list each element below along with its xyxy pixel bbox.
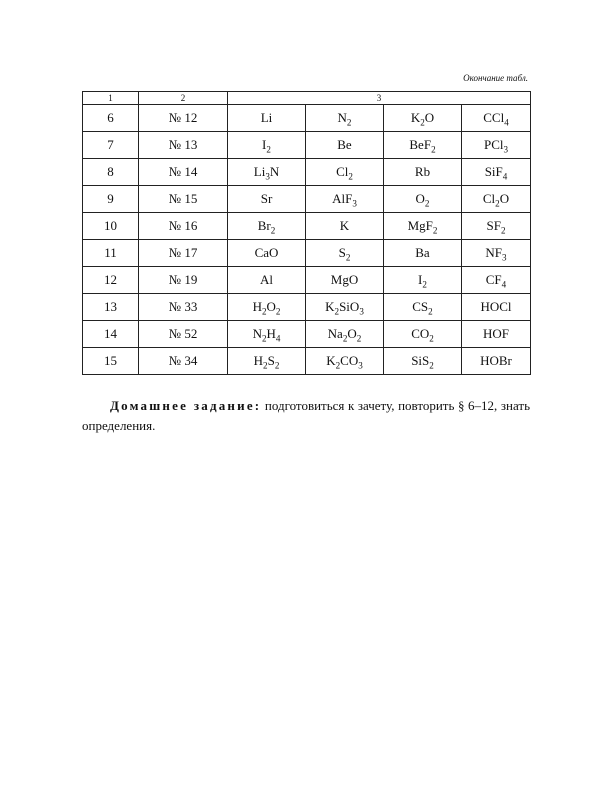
formula-subscript: 2: [346, 117, 352, 128]
row-number-cell: 8: [83, 159, 139, 186]
formula-symbol: H: [253, 353, 264, 368]
formula-cell: [462, 240, 531, 267]
formula-cell: [384, 132, 462, 159]
formula-symbol: HOF: [482, 326, 509, 341]
formula-symbol: Rb: [414, 164, 431, 179]
table-row: [83, 186, 531, 213]
row-number-cell: 6: [83, 105, 139, 132]
header-cell-3: 3: [228, 92, 531, 105]
formula-subscript: 3: [265, 171, 270, 182]
formula-symbol: SiF: [484, 164, 503, 179]
table-row: [83, 240, 531, 267]
task-number-cell: № 16: [139, 213, 228, 240]
table-row: [83, 294, 531, 321]
formula-cell: [306, 267, 384, 294]
formula-cell: [462, 105, 531, 132]
table-row: [83, 159, 531, 186]
task-number-cell: № 15: [139, 186, 228, 213]
formula-symbol: CS: [412, 299, 429, 314]
formula-symbol: K: [326, 353, 336, 368]
row-number-cell: 13: [83, 294, 139, 321]
formula-symbol: O: [424, 110, 435, 125]
formula-subscript: 4: [501, 279, 507, 290]
formula-cell: [228, 321, 306, 348]
formula-cell: [384, 321, 462, 348]
table-row: [83, 348, 531, 375]
formula-cell: [306, 105, 384, 132]
table-row: [83, 321, 531, 348]
row-number-cell: 14: [83, 321, 139, 348]
formula-symbol: Cl: [482, 191, 496, 206]
header-cell-1: 1: [83, 92, 139, 105]
homework-text: подготовиться к зачету, повторить § 6–12, знать определения.: [82, 398, 531, 433]
formula-symbol: Li: [260, 110, 273, 125]
table-continuation-caption: Окончание табл.: [463, 73, 528, 83]
formula-subscript: 2: [266, 144, 271, 155]
formula-subscript: 2: [356, 333, 362, 344]
formula-subscript: 2: [263, 360, 268, 371]
task-number-cell: № 17: [139, 240, 228, 267]
formula-symbol: K: [339, 218, 350, 233]
formula-cell: [462, 321, 531, 348]
formula-cell: [306, 186, 384, 213]
table-row: [83, 105, 531, 132]
formula-subscript: 4: [504, 117, 509, 128]
formula-symbol: Cl: [336, 164, 349, 179]
formula-subscript: 3: [352, 198, 357, 209]
formula-symbol: Al: [260, 272, 273, 287]
formula-cell: [306, 159, 384, 186]
formula-symbol: O: [266, 299, 276, 314]
formula-symbol: Sr: [260, 191, 273, 206]
formula-cell: [384, 159, 462, 186]
formula-subscript: 2: [424, 198, 430, 209]
formula-cell: [384, 348, 462, 375]
formula-cell: [306, 348, 384, 375]
row-number-cell: 7: [83, 132, 139, 159]
formula-symbol: SF: [486, 218, 501, 233]
formula-subscript: 2: [495, 198, 500, 209]
formula-subscript: 4: [275, 333, 281, 344]
formula-symbol: I: [262, 137, 267, 152]
formula-symbol: I: [418, 272, 423, 287]
formula-subscript: 2: [274, 360, 280, 371]
row-number-cell: 10: [83, 213, 139, 240]
formula-subscript: 2: [342, 333, 348, 344]
formula-cell: [462, 132, 531, 159]
formula-subscript: 3: [502, 252, 507, 263]
formula-symbol: O: [347, 326, 357, 341]
formula-symbol: S: [267, 353, 275, 368]
formula-symbol: Be: [337, 137, 352, 152]
task-number-cell: № 33: [139, 294, 228, 321]
formula-symbol: SiO: [339, 299, 360, 314]
row-number-cell: 12: [83, 267, 139, 294]
task-number-cell: № 14: [139, 159, 228, 186]
formula-subscript: 2: [420, 117, 425, 128]
formula-symbol: MgF: [407, 218, 433, 233]
formula-subscript: 3: [359, 306, 364, 317]
formula-symbol: AlF: [332, 191, 353, 206]
formula-cell: [462, 348, 531, 375]
formula-symbol: PCl: [483, 137, 504, 152]
formula-subscript: 2: [429, 333, 434, 344]
formula-subscript: 2: [432, 225, 438, 236]
formula-symbol: S: [338, 245, 346, 260]
formula-symbol: O: [415, 191, 425, 206]
formula-cell: [228, 213, 306, 240]
formula-cell: [384, 186, 462, 213]
formula-cell: [228, 186, 306, 213]
formula-cell: [462, 159, 531, 186]
formula-cell: [384, 240, 462, 267]
formula-cell: [462, 186, 531, 213]
formula-subscript: 2: [261, 306, 267, 317]
formula-subscript: 2: [335, 360, 341, 371]
formula-symbol: BeF: [409, 137, 432, 152]
formula-subscript: 2: [261, 333, 267, 344]
formula-symbol: NF: [485, 245, 503, 260]
formula-symbol: HOBr: [480, 353, 512, 368]
task-number-cell: № 19: [139, 267, 228, 294]
formula-symbol: CaO: [254, 245, 279, 260]
formula-cell: [384, 213, 462, 240]
formula-symbol: N: [252, 326, 262, 341]
formula-subscript: 4: [502, 171, 508, 182]
homework-paragraph: [82, 396, 530, 436]
table-header-row: [83, 92, 531, 105]
formula-symbol: MgO: [330, 272, 359, 287]
task-number-cell: № 13: [139, 132, 228, 159]
formula-subscript: 2: [500, 225, 506, 236]
formula-symbol: Br: [257, 218, 271, 233]
table-row: [83, 132, 531, 159]
formula-cell: [228, 294, 306, 321]
row-number-cell: 9: [83, 186, 139, 213]
formula-table: [82, 91, 531, 375]
formula-symbol: O: [499, 191, 510, 206]
formula-cell: [384, 105, 462, 132]
homework-label: Домашнее задание:: [110, 398, 262, 413]
header-cell-2: 2: [139, 92, 228, 105]
task-number-cell: № 52: [139, 321, 228, 348]
task-number-cell: № 12: [139, 105, 228, 132]
formula-symbol: CO: [411, 326, 430, 341]
table-row: [83, 267, 531, 294]
formula-cell: [228, 105, 306, 132]
formula-cell: [462, 267, 531, 294]
row-number-cell: 15: [83, 348, 139, 375]
formula-cell: [462, 294, 531, 321]
formula-symbol: CF: [485, 272, 502, 287]
formula-symbol: Na: [327, 326, 343, 341]
formula-cell: [306, 240, 384, 267]
formula-cell: [306, 213, 384, 240]
formula-subscript: 2: [422, 279, 427, 290]
row-number-cell: 11: [83, 240, 139, 267]
formula-symbol: N: [337, 110, 347, 125]
formula-cell: [384, 294, 462, 321]
formula-symbol: H: [252, 299, 262, 314]
formula-symbol: SiS: [411, 353, 430, 368]
formula-cell: [384, 267, 462, 294]
formula-cell: [228, 132, 306, 159]
formula-symbol: Ba: [415, 245, 430, 260]
task-number-cell: № 34: [139, 348, 228, 375]
formula-symbol: CO: [340, 353, 359, 368]
table-row: [83, 213, 531, 240]
formula-cell: [306, 132, 384, 159]
formula-subscript: 2: [428, 306, 433, 317]
formula-subscript: 3: [358, 360, 363, 371]
formula-symbol: Li: [253, 164, 266, 179]
formula-symbol: HOCl: [480, 299, 512, 314]
formula-symbol: K: [410, 110, 421, 125]
formula-cell: [228, 267, 306, 294]
formula-subscript: 2: [275, 306, 281, 317]
formula-symbol: CCl: [483, 110, 505, 125]
formula-subscript: 2: [334, 306, 340, 317]
formula-symbol: N: [269, 164, 280, 179]
formula-cell: [462, 213, 531, 240]
formula-subscript: 2: [429, 360, 434, 371]
formula-cell: [228, 348, 306, 375]
formula-subscript: 2: [348, 171, 353, 182]
formula-cell: [228, 159, 306, 186]
formula-subscript: 2: [270, 225, 276, 236]
formula-subscript: 2: [345, 252, 351, 263]
formula-subscript: 2: [431, 144, 436, 155]
formula-symbol: K: [325, 299, 335, 314]
formula-cell: [306, 321, 384, 348]
formula-cell: [228, 240, 306, 267]
formula-subscript: 3: [503, 144, 509, 155]
formula-cell: [306, 294, 384, 321]
formula-symbol: H: [266, 326, 276, 341]
